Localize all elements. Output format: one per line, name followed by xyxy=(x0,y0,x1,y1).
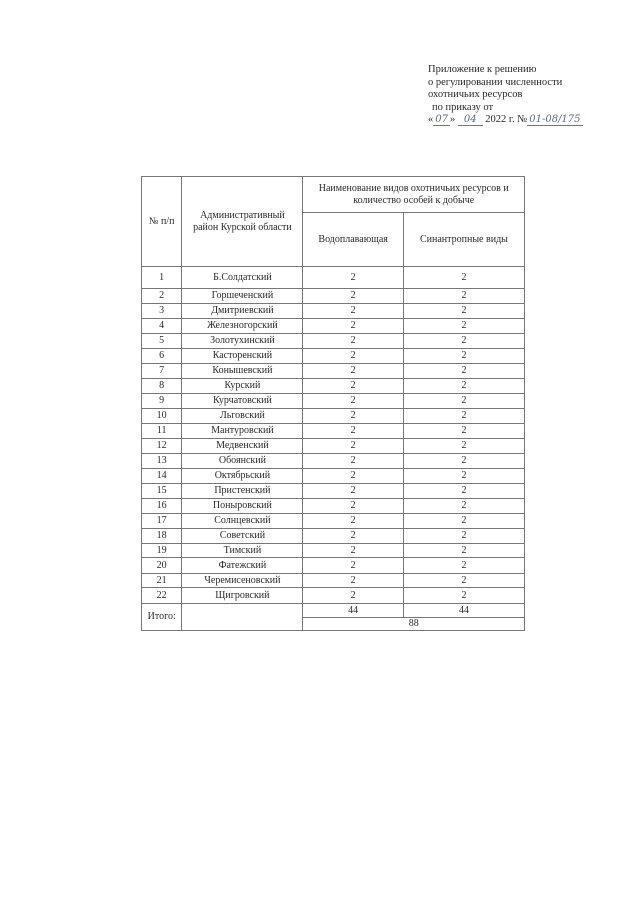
header-line-3: охотничьих ресурсов xyxy=(428,89,523,100)
total-empty xyxy=(182,604,303,631)
row-synanthropic: 2 xyxy=(403,349,524,364)
row-synanthropic: 2 xyxy=(403,267,524,289)
table-row xyxy=(142,439,525,454)
row-waterfowl: 2 xyxy=(303,394,403,409)
appendix-header xyxy=(428,64,583,127)
row-district: Октябрьский xyxy=(182,469,303,484)
quota-table xyxy=(141,176,525,631)
row-number: 21 xyxy=(142,574,182,588)
row-number: 22 xyxy=(142,588,182,604)
row-synanthropic: 2 xyxy=(403,439,524,454)
row-number: 20 xyxy=(142,558,182,574)
table-row xyxy=(142,379,525,394)
table-row xyxy=(142,289,525,304)
row-number: 19 xyxy=(142,544,182,558)
row-number: 11 xyxy=(142,424,182,439)
table-row xyxy=(142,267,525,289)
row-synanthropic: 2 xyxy=(403,424,524,439)
row-number: 1 xyxy=(142,267,182,289)
row-synanthropic: 2 xyxy=(403,364,524,379)
table-row xyxy=(142,529,525,544)
header-date-line xyxy=(428,114,583,127)
row-number: 6 xyxy=(142,349,182,364)
row-synanthropic: 2 xyxy=(403,499,524,514)
total-synanthropic: 44 xyxy=(403,604,524,618)
row-number: 10 xyxy=(142,409,182,424)
row-waterfowl: 2 xyxy=(303,574,403,588)
row-district: Поныровский xyxy=(182,499,303,514)
row-district: Дмитриевский xyxy=(182,304,303,319)
row-number: 12 xyxy=(142,439,182,454)
row-waterfowl: 2 xyxy=(303,409,403,424)
date-close-quote: » xyxy=(449,114,456,125)
row-number: 4 xyxy=(142,319,182,334)
table-row xyxy=(142,574,525,588)
header-line-4: по приказу от xyxy=(432,101,494,113)
row-synanthropic: 2 xyxy=(403,454,524,469)
row-district: Золотухинский xyxy=(182,334,303,349)
table-row xyxy=(142,319,525,334)
table-row xyxy=(142,334,525,349)
table-row xyxy=(142,424,525,439)
table-row xyxy=(142,364,525,379)
table-row xyxy=(142,588,525,604)
table-row xyxy=(142,544,525,558)
row-synanthropic: 2 xyxy=(403,394,524,409)
row-number: 13 xyxy=(142,454,182,469)
total-row xyxy=(142,604,525,618)
order-number: 01-08/175 xyxy=(529,114,581,125)
row-waterfowl: 2 xyxy=(303,424,403,439)
row-waterfowl: 2 xyxy=(303,558,403,574)
date-open-quote: « xyxy=(428,114,434,125)
row-number: 18 xyxy=(142,529,182,544)
row-synanthropic: 2 xyxy=(403,289,524,304)
col-header-group: Наименование видов охотничьих ресурсов и количество особей к добыче xyxy=(303,177,525,213)
total-waterfowl: 44 xyxy=(303,604,403,618)
row-synanthropic: 2 xyxy=(403,304,524,319)
row-district: Советский xyxy=(182,529,303,544)
table-row xyxy=(142,394,525,409)
row-synanthropic: 2 xyxy=(403,544,524,558)
table-row xyxy=(142,558,525,574)
row-number: 2 xyxy=(142,289,182,304)
header-line-1: Приложение к решению xyxy=(428,64,537,75)
row-number: 7 xyxy=(142,364,182,379)
date-day: 07 xyxy=(435,114,448,125)
row-waterfowl: 2 xyxy=(303,588,403,604)
row-district: Мантуровский xyxy=(182,424,303,439)
row-number: 15 xyxy=(142,484,182,499)
row-waterfowl: 2 xyxy=(303,499,403,514)
row-synanthropic: 2 xyxy=(403,529,524,544)
row-district: Конышевский xyxy=(182,364,303,379)
table-row xyxy=(142,499,525,514)
row-district: Курчатовский xyxy=(182,394,303,409)
table-row xyxy=(142,514,525,529)
row-district: Фатежский xyxy=(182,558,303,574)
row-number: 5 xyxy=(142,334,182,349)
row-synanthropic: 2 xyxy=(403,379,524,394)
row-number: 3 xyxy=(142,304,182,319)
row-waterfowl: 2 xyxy=(303,289,403,304)
table-row xyxy=(142,409,525,424)
row-waterfowl: 2 xyxy=(303,334,403,349)
table-row xyxy=(142,454,525,469)
col-header-waterfowl: Водоплавающая xyxy=(303,213,403,267)
row-district: Щигровский xyxy=(182,588,303,604)
row-waterfowl: 2 xyxy=(303,267,403,289)
row-synanthropic: 2 xyxy=(403,558,524,574)
row-waterfowl: 2 xyxy=(303,484,403,499)
row-number: 16 xyxy=(142,499,182,514)
col-header-number: № п/п xyxy=(142,177,182,267)
row-district: Железногорский xyxy=(182,319,303,334)
row-number: 8 xyxy=(142,379,182,394)
row-waterfowl: 2 xyxy=(303,349,403,364)
row-synanthropic: 2 xyxy=(403,319,524,334)
table-row xyxy=(142,484,525,499)
row-waterfowl: 2 xyxy=(303,304,403,319)
table-row xyxy=(142,469,525,484)
row-district: Обоянский xyxy=(182,454,303,469)
row-waterfowl: 2 xyxy=(303,454,403,469)
row-synanthropic: 2 xyxy=(403,334,524,349)
row-number: 9 xyxy=(142,394,182,409)
col-header-district: Административный район Курской области xyxy=(182,177,303,267)
row-district: Солнцевский xyxy=(182,514,303,529)
row-waterfowl: 2 xyxy=(303,544,403,558)
date-year-text: 2022 г. № xyxy=(485,114,528,125)
row-synanthropic: 2 xyxy=(403,588,524,604)
grand-total: 88 xyxy=(303,618,525,631)
row-waterfowl: 2 xyxy=(303,514,403,529)
date-month: 04 xyxy=(458,114,483,126)
row-waterfowl: 2 xyxy=(303,364,403,379)
row-district: Горшеченский xyxy=(182,289,303,304)
row-synanthropic: 2 xyxy=(403,574,524,588)
row-district: Тимский xyxy=(182,544,303,558)
row-synanthropic: 2 xyxy=(403,469,524,484)
row-number: 17 xyxy=(142,514,182,529)
row-number: 14 xyxy=(142,469,182,484)
row-waterfowl: 2 xyxy=(303,469,403,484)
row-waterfowl: 2 xyxy=(303,379,403,394)
row-district: Медвенский xyxy=(182,439,303,454)
table-row xyxy=(142,304,525,319)
row-district: Б.Солдатский xyxy=(182,267,303,289)
row-waterfowl: 2 xyxy=(303,529,403,544)
total-label: Итого: xyxy=(142,604,182,631)
table-row xyxy=(142,349,525,364)
row-synanthropic: 2 xyxy=(403,484,524,499)
row-synanthropic: 2 xyxy=(403,409,524,424)
row-district: Черемисеновский xyxy=(182,574,303,588)
row-waterfowl: 2 xyxy=(303,319,403,334)
col-header-synanthropic: Синантропные виды xyxy=(403,213,524,267)
row-district: Льговский xyxy=(182,409,303,424)
row-district: Курский xyxy=(182,379,303,394)
row-waterfowl: 2 xyxy=(303,439,403,454)
row-synanthropic: 2 xyxy=(403,514,524,529)
row-district: Касторенский xyxy=(182,349,303,364)
header-line-2: о регулировании численности xyxy=(428,76,563,88)
row-district: Пристенский xyxy=(182,484,303,499)
